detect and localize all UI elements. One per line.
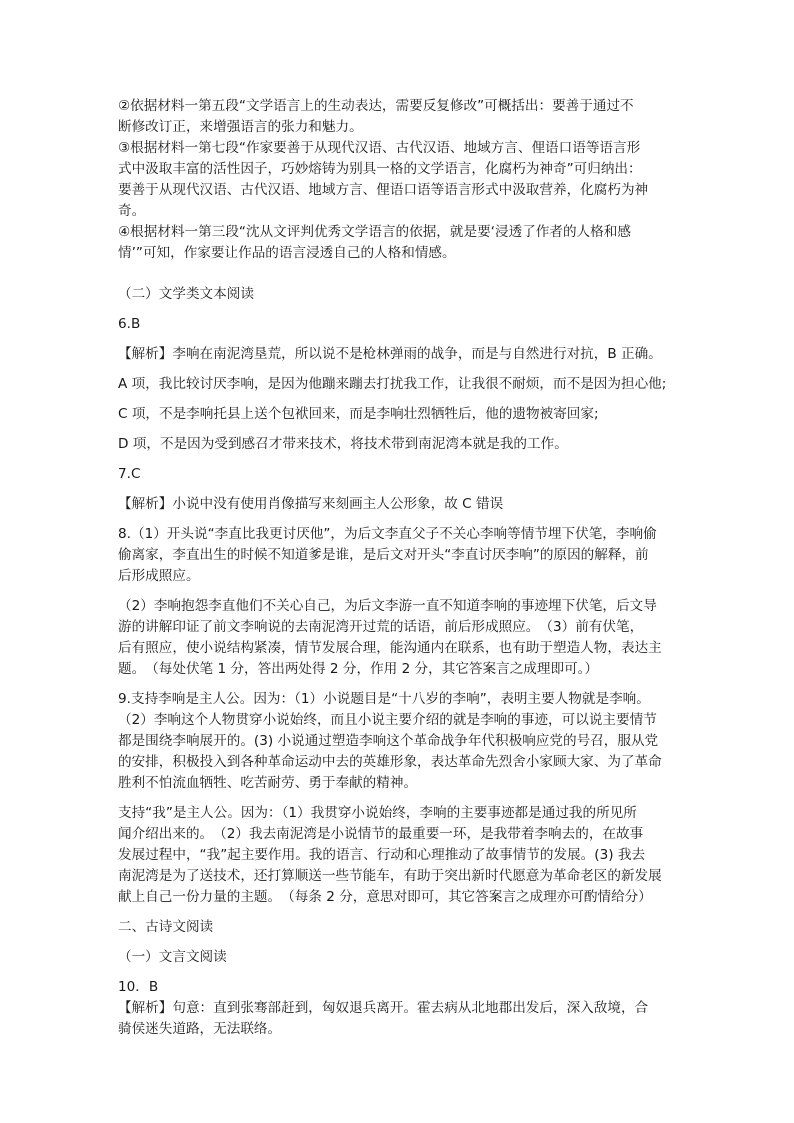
text-line: 发展过程中，“我”起主要作用。我的语言、行动和心理推动了故事情节的发展。(3) 我去 [118, 847, 646, 863]
section-heading-classical-reading: 二、古诗文阅读 [118, 919, 214, 935]
text-line: 后有照应，使小说结构紧凑，情节发展合理，能沟通内在联系，也有助于塑造人物，表达主 [118, 640, 662, 656]
point-3-paragraph [118, 138, 684, 222]
text-line: 题。 （每处伏笔 1 分，答出两处得 2 分，作用 2 分，其它答案言之成理即可。） [118, 661, 599, 677]
text-line: 的安排，积极投入到各种革命运动中去的英雄形象，表达革命先烈舍小家顾大家、为了革命 [118, 754, 662, 770]
text-line: 南泥湾是为了送技术，还打算顺送一些节能车，有助于突出新时代愿意为革命老区的新发展 [118, 868, 662, 884]
analysis-6: 【解析】李响在南泥湾垦荒，所以说不是枪林弹雨的战争，而是与自然进行对抗，B 正确。 [118, 346, 662, 362]
text-line: ④根据材料一第三段“沈从文评判优秀文学语言的依据，就是要‘浸透了作者的人格和感 [118, 224, 631, 240]
text-line: 奇。 [118, 203, 146, 219]
analysis-10 [118, 998, 684, 1040]
text-line: 骑侯迷失道路，无法联络。 [118, 1021, 282, 1037]
text-line: 闻介绍出来的。 （2）我去南泥湾是小说情节的最重要一环，是我带着李响去的，在故事 [118, 826, 644, 842]
answer-10: 10．B [118, 979, 159, 995]
text-line: ③根据材料一第七段“作家要善于从现代汉语、古代汉语、地域方言、俚语口语等语言形 [118, 140, 641, 156]
answer-6: 6.B [118, 316, 141, 332]
point-4-paragraph [118, 222, 684, 264]
answer-9-narrator [118, 803, 684, 908]
text-line: 献上自己一份力量的主题。 （每条 2 分，意思对即可，其它答案言之成理亦可酌情给分） [118, 889, 652, 905]
subsection-heading-classical-prose: （一）文言文阅读 [118, 949, 227, 965]
analysis-6-option-c: C 项，不是李响托县上送个包袱回来，而是李响壮烈牺牲后，他的遗物被寄回家; [118, 406, 599, 422]
text-line: 9.支持李响是主人公。因为：（1）小说题目是“十八岁的李响”，表明主要人物就是李响。 [118, 691, 650, 707]
text-line: 情’”可知，作家要让作品的语言浸透自己的人格和情感。 [118, 245, 456, 261]
text-line: 断修改订正，来增强语言的张力和魅力。 [118, 119, 363, 135]
text-line: ②依据材料一第五段“文学语言上的生动表达，需要反复修改”可概括出：要善于通过不 [118, 98, 634, 114]
answer-8-part-2 [118, 596, 684, 680]
text-line: 胜利不怕流血牺牲、吃苦耐劳、勇于奉献的精神。 [118, 775, 418, 791]
text-line: 式中汲取丰富的活性因子，巧妙熔铸为别具一格的文学语言，化腐朽为神奇”可归纳出： [118, 161, 642, 177]
text-line: 游的讲解印证了前文李响说的去南泥湾开过荒的话语，前后形成照应。 （3）前有伏笔， [118, 619, 644, 635]
analysis-6-option-a: A 项，我比较讨厌李响，是因为他蹦来蹦去打扰我工作，让我很不耐烦，而不是因为担心他; [118, 376, 667, 392]
answer-9-li-xiang [118, 689, 684, 794]
text-line: 都是围绕李响展开的。(3) 小说通过塑造李响这个革命战争年代积极响应党的号召，服从党 [118, 733, 659, 749]
section-heading-literary-reading: （二）文学类文本阅读 [118, 286, 254, 302]
answer-8-part-1 [118, 524, 684, 587]
analysis-6-option-d: D 项，不是因为受到感召才带来技术，将技术带到南泥湾本就是我的工作。 [118, 436, 568, 452]
text-line: 要善于从现代汉语、古代汉语、地域方言、俚语口语等语言形式中汲取营养，化腐朽为神 [118, 182, 649, 198]
analysis-7: 【解析】小说中没有使用肖像描写来刻画主人公形象，故 C 错误 [118, 496, 504, 512]
text-line: （2）李响抱怨李直他们不关心自己，为后文李游一直不知道李响的事迹埋下伏笔，后文导 [118, 598, 657, 614]
text-line: 8.（1）开头说“李直比我更讨厌他”，为后文李直父子不关心李响等情节埋下伏笔，李响偷 [118, 526, 657, 542]
text-line: 支持“我”是主人公。因为：（1）我贯穿小说始终，李响的主要事迹都是通过我的所见所 [118, 805, 637, 821]
text-line: 后形成照应。 [118, 568, 200, 584]
document-page [118, 96, 684, 1040]
answer-7: 7.C [118, 466, 141, 482]
point-2-paragraph [118, 96, 684, 138]
text-line: 【解析】句意：直到张骞部赶到，匈奴退兵离开。霍去病从北地郡出发后，深入敌境，合 [118, 1000, 649, 1016]
text-line: 偷离家，李直出生的时候不知道爹是谁，是后文对开头“李直讨厌李响”的原因的解释，前 [118, 547, 649, 563]
text-line: （2）李响这个人物贯穿小说始终，而且小说主要介绍的就是李响的事迹，可以说主要情节 [118, 712, 657, 728]
